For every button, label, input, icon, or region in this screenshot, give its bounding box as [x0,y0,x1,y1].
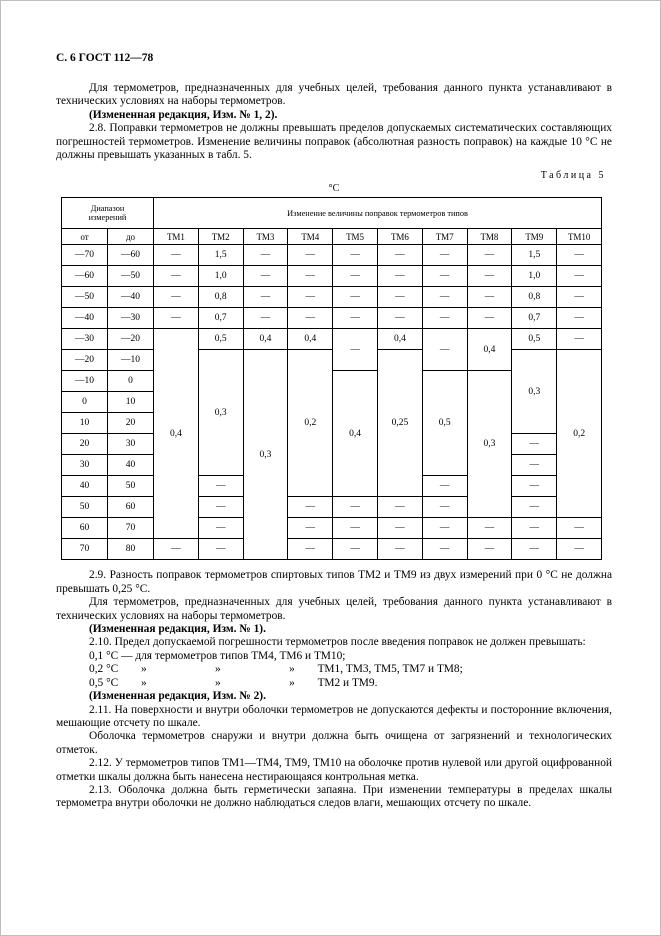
table-cell: 0,7 [198,308,243,329]
section-after-table [56,569,612,810]
table-cell: — [243,308,288,329]
para-shell-clean: Оболочка термометров снаружи и внутри должна быть очищена от загрязнений и технологических отметок. [56,730,612,756]
table-header-columns-row [62,229,602,245]
table-cell: — [377,245,422,266]
table-cell: — [467,539,512,560]
para-training-sets: Для термометров, предназначенных для учебных целей, требования данного пункта устанавливают в технических условиях на наборы термометров. [56,82,612,108]
table-cell: 50 [108,476,154,497]
table-cell: — [154,539,199,560]
table-cell: 30 [62,455,108,476]
table-cell: — [467,266,512,287]
table-cell: — [557,518,602,539]
table-row [62,329,602,350]
table-cell: 0,2 [557,350,602,518]
table-cell: — [377,287,422,308]
table-cell: — [512,455,557,476]
para-2-9: 2.9. Разность поправок термометров спиртовых типов ТМ2 и ТМ9 из двух измерений при 0 °С не должна превышать 0,25 °С. [56,569,612,595]
table-cell: — [154,245,199,266]
table-cell: — [422,245,467,266]
para-2-13: 2.13. Оболочка должна быть герметически запаяна. При изменении температуры в пределах шкалы термометра внутри оболочки не должно наблюдаться следов влаги, мешающих отсчету по шкале. [56,783,612,810]
table-cell: 0,3 [512,350,557,434]
table-row [62,518,602,539]
table-cell: — [198,476,243,497]
table-cell: 0,4 [243,329,288,350]
table-unit-label: °С [328,183,340,195]
table-cell: —50 [108,266,154,287]
table-cell: 0,3 [467,371,512,518]
table-row [62,539,602,560]
table-cell: —70 [62,245,108,266]
table-cell: 0,8 [512,287,557,308]
table-cell: —30 [62,329,108,350]
table-cell: 40 [62,476,108,497]
table-cell: — [467,308,512,329]
table-cell: 40 [108,455,154,476]
col-header-tm6: ТМ6 [377,229,422,245]
table-cell: 1,0 [512,266,557,287]
table-cell: 60 [62,518,108,539]
table-header-group-row [62,198,602,229]
table-cell: 80 [108,539,154,560]
table-cell: — [377,497,422,518]
table-cell: —60 [62,266,108,287]
table-cell: — [422,518,467,539]
table-cell: 0,4 [333,371,378,497]
table-cell: —40 [62,308,108,329]
table-cell: — [288,266,333,287]
range-group-header: Диапазон измерений [62,198,154,229]
table-cell: 10 [62,413,108,434]
table-cell: — [422,266,467,287]
table-cell: 60 [108,497,154,518]
para-2-12: 2.12. У термометров типов ТМ1—ТМ4, ТМ9, ТМ10 на оболочке против нулевой или другой оцифрованной отметки шкалы должна быть нанесена нестирающаяся контрольная метка. [56,757,612,783]
table-cell: — [333,287,378,308]
table-cell: — [377,518,422,539]
table-cell: — [557,329,602,350]
col-header-ot: от [62,229,108,245]
para-amendment-2: (Измененная редакция, Изм. № 2). [89,690,266,703]
col-header-tm8: ТМ8 [467,229,512,245]
table-cell: 10 [108,392,154,413]
table-cell: — [557,266,602,287]
table-cell: — [243,245,288,266]
table-cell: — [422,287,467,308]
table-cell: — [512,497,557,518]
col-header-tm3: ТМ3 [243,229,288,245]
table-cell: —30 [108,308,154,329]
table-cell: —10 [108,350,154,371]
table-cell: — [557,539,602,560]
table-cell: — [198,539,243,560]
limit-line-3: 0,5 °С » » » ТМ2 и ТМ9. [89,676,378,689]
table-cell: 0,3 [198,350,243,476]
table-cell: — [377,308,422,329]
table-cell: —20 [62,350,108,371]
table-cell: 50 [62,497,108,518]
table-cell: — [512,476,557,497]
table-cell: — [288,308,333,329]
corrections-table-body [62,245,602,560]
table-cell: — [557,308,602,329]
table-cell: — [333,518,378,539]
table-row [62,266,602,287]
table-cell: — [512,434,557,455]
table-cell: 0,5 [198,329,243,350]
col-header-tm7: ТМ7 [422,229,467,245]
table-row [62,308,602,329]
table-row [62,497,602,518]
table-cell: — [422,497,467,518]
table-cell: — [512,518,557,539]
table-cell: — [288,245,333,266]
table-header [62,198,602,245]
table-row [62,245,602,266]
table-cell: — [422,539,467,560]
table-cell: 0,8 [198,287,243,308]
table-cell: — [333,539,378,560]
table-cell: 0,4 [288,329,333,350]
table-cell: — [422,476,467,497]
table-cell: — [243,287,288,308]
table-cell: — [377,266,422,287]
table-cell: — [333,497,378,518]
table-cell: — [422,308,467,329]
table-cell: — [467,518,512,539]
table-cell: 0,5 [512,329,557,350]
table-cell: 1,0 [198,266,243,287]
table-cell: — [288,497,333,518]
values-group-header: Изменение величины поправок термометров типов [154,198,602,229]
section-before-table [56,82,612,162]
table-cell: — [198,497,243,518]
table-cell: — [333,308,378,329]
para-amendment-1: (Измененная редакция, Изм. № 1). [89,623,266,636]
table-cell: — [154,287,199,308]
corrections-table [61,197,602,560]
table-cell: 1,5 [512,245,557,266]
limit-line-1: 0,1 °С — для термометров типов ТМ4, ТМ6 и ТМ10; [89,649,346,662]
table-cell: —40 [108,287,154,308]
limit-line-2: 0,2 °С » » » ТМ1, ТМ3, ТМ5, ТМ7 и ТМ8; [89,663,463,676]
table-cell: — [154,308,199,329]
table-cell: — [467,287,512,308]
table-cell: 0,4 [467,329,512,371]
para-2-8: 2.8. Поправки термометров не должны превышать пределов допускаемых систематических составляющих погрешностей термометров. Изменение величины поправок (абсолютная разность поправок) на каждые 10 °С не должны превышать указанных в табл. 5. [56,122,612,162]
table-cell: 0,3 [243,350,288,560]
para-amendment-1-2: (Измененная редакция, Изм. № 1, 2). [89,108,278,121]
table-cell: — [333,245,378,266]
table-cell: — [243,266,288,287]
table-cell: 0,25 [377,350,422,497]
col-header-tm2: ТМ2 [198,229,243,245]
table-cell: — [467,245,512,266]
table-cell: — [333,266,378,287]
table-row [62,350,602,371]
table-cell: — [288,287,333,308]
table-cell: 70 [108,518,154,539]
table-cell: 1,5 [198,245,243,266]
para-2-11: 2.11. На поверхности и внутри оболочки термометров не допускаются дефекты и посторонние включения, мешающие отсчету по шкале. [56,703,612,729]
para-training-sets-2: Для термометров, предназначенных для учебных целей, требования данного пункта устанавливают в технических условиях на наборы термометров. [56,596,612,622]
table-cell: — [422,329,467,371]
para-2-10: 2.10. Предел допускаемой погрешности термометров после введения поправок не должен превышать: [89,636,586,649]
col-header-tm4: ТМ4 [288,229,333,245]
col-header-tm9: ТМ9 [512,229,557,245]
table-cell: 0 [108,371,154,392]
table-cell: 20 [62,434,108,455]
table-cell: —60 [108,245,154,266]
table-cell: — [512,539,557,560]
table-cell: —10 [62,371,108,392]
table-cell: — [333,329,378,371]
page-header: С. 6 ГОСТ 112—78 [56,52,154,64]
table-cell: — [377,539,422,560]
table-cell: — [154,266,199,287]
table-row [62,287,602,308]
table-cell: 0,4 [154,329,199,539]
table-cell: 30 [108,434,154,455]
table-cell: 20 [108,413,154,434]
table-cell: — [198,518,243,539]
table-cell: 0,5 [422,371,467,476]
table-cell: — [557,287,602,308]
table-caption: Таблица 5 [540,170,606,182]
col-header-do: до [108,229,154,245]
table-cell: 0,2 [288,350,333,497]
table-cell: —20 [108,329,154,350]
table-cell: — [288,539,333,560]
col-header-tm5: ТМ5 [333,229,378,245]
table-cell: —50 [62,287,108,308]
table-cell: 0,7 [512,308,557,329]
table-cell: 0,4 [377,329,422,350]
table-cell: 0 [62,392,108,413]
table-cell: 70 [62,539,108,560]
table-area [56,170,612,560]
col-header-tm1: ТМ1 [154,229,199,245]
table-cell: — [288,518,333,539]
col-header-tm10: ТМ10 [557,229,602,245]
table-cell: — [557,245,602,266]
